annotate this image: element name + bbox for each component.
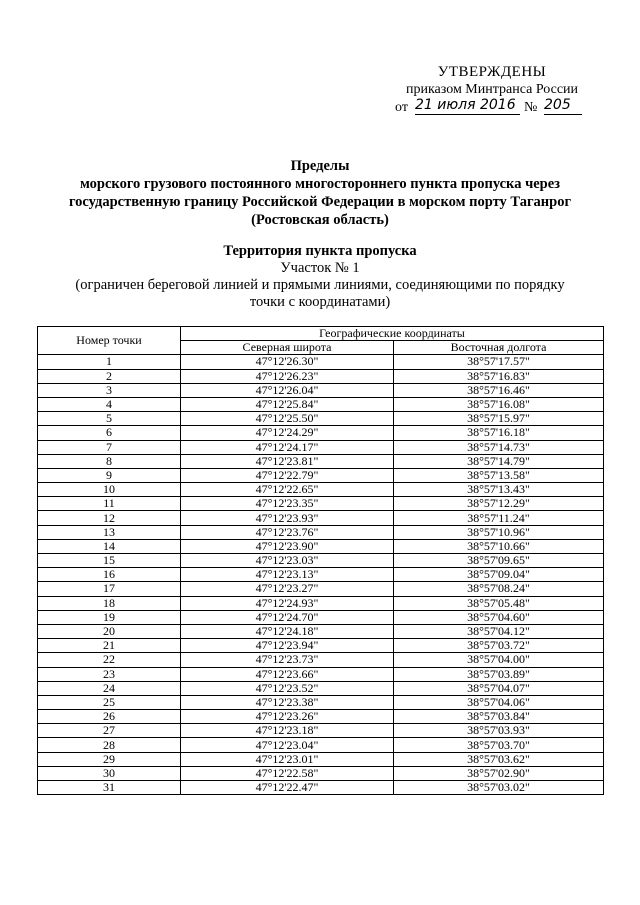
longitude-cell: 38°57'04.12" xyxy=(394,624,604,638)
approval-title: УТВЕРЖДЕНЫ xyxy=(437,64,547,80)
table-row xyxy=(38,752,604,766)
longitude-cell: 38°57'14.73" xyxy=(394,440,604,454)
longitude-cell: 38°57'12.29" xyxy=(394,497,604,511)
point-number-cell: 29 xyxy=(38,752,181,766)
table-row xyxy=(38,624,604,638)
table-row xyxy=(38,483,604,497)
point-number-cell: 12 xyxy=(38,511,181,525)
longitude-cell: 38°57'04.00" xyxy=(394,653,604,667)
header-longitude: Восточная долгота xyxy=(394,341,604,355)
longitude-cell: 38°57'04.60" xyxy=(394,610,604,624)
longitude-cell: 38°57'09.65" xyxy=(394,554,604,568)
document-title xyxy=(40,157,600,229)
latitude-cell: 47°12'23.18" xyxy=(181,724,394,738)
latitude-cell: 47°12'22.58" xyxy=(181,766,394,780)
longitude-cell: 38°57'03.62" xyxy=(394,752,604,766)
section-heading: Территория пункта пропуска xyxy=(223,243,417,259)
longitude-cell: 38°57'16.83" xyxy=(394,369,604,383)
table-row xyxy=(38,766,604,780)
table-row xyxy=(38,511,604,525)
point-number-cell: 5 xyxy=(38,412,181,426)
table-row xyxy=(38,653,604,667)
point-number-cell: 27 xyxy=(38,724,181,738)
table-row xyxy=(38,539,604,553)
table-row xyxy=(38,468,604,482)
latitude-cell: 47°12'25.50" xyxy=(181,412,394,426)
table-row xyxy=(38,568,604,582)
table-row xyxy=(38,639,604,653)
longitude-cell: 38°57'03.72" xyxy=(394,639,604,653)
header-latitude: Северная широта xyxy=(181,341,394,355)
table-row xyxy=(38,738,604,752)
table-row xyxy=(38,355,604,369)
table-row xyxy=(38,383,604,397)
latitude-cell: 47°12'23.93" xyxy=(181,511,394,525)
table-row xyxy=(38,681,604,695)
table-row xyxy=(38,596,604,610)
point-number-cell: 21 xyxy=(38,639,181,653)
point-number-cell: 11 xyxy=(38,497,181,511)
title-line-2: морского грузового постоянного многостороннего пункта пропуска через xyxy=(79,176,561,192)
longitude-cell: 38°57'13.58" xyxy=(394,468,604,482)
latitude-cell: 47°12'23.76" xyxy=(181,525,394,539)
point-number-cell: 14 xyxy=(38,539,181,553)
longitude-cell: 38°57'15.97" xyxy=(394,412,604,426)
header-point-number: Номер точки xyxy=(38,327,181,355)
longitude-cell: 38°57'17.57" xyxy=(394,355,604,369)
section-header xyxy=(40,243,600,311)
longitude-cell: 38°57'10.66" xyxy=(394,539,604,553)
latitude-cell: 47°12'23.03" xyxy=(181,554,394,568)
handwritten-order-number: 205 xyxy=(544,97,582,115)
approval-stamp xyxy=(392,64,592,118)
point-number-cell: 24 xyxy=(38,681,181,695)
point-number-cell: 15 xyxy=(38,554,181,568)
latitude-cell: 47°12'23.73" xyxy=(181,653,394,667)
point-number-cell: 20 xyxy=(38,624,181,638)
point-number-cell: 23 xyxy=(38,667,181,681)
latitude-cell: 47°12'25.84" xyxy=(181,397,394,411)
point-number-cell: 19 xyxy=(38,610,181,624)
point-number-cell: 4 xyxy=(38,397,181,411)
point-number-cell: 6 xyxy=(38,426,181,440)
table-row xyxy=(38,369,604,383)
table-row xyxy=(38,781,604,795)
longitude-cell: 38°57'02.90" xyxy=(394,766,604,780)
latitude-cell: 47°12'23.81" xyxy=(181,454,394,468)
longitude-cell: 38°57'14.79" xyxy=(394,454,604,468)
longitude-cell: 38°57'10.96" xyxy=(394,525,604,539)
point-number-cell: 22 xyxy=(38,653,181,667)
title-line-4: (Ростовская область) xyxy=(251,212,389,228)
longitude-cell: 38°57'04.07" xyxy=(394,681,604,695)
table-row xyxy=(38,610,604,624)
point-number-cell: 9 xyxy=(38,468,181,482)
table-row xyxy=(38,710,604,724)
latitude-cell: 47°12'24.70" xyxy=(181,610,394,624)
title-line-1: Пределы xyxy=(290,158,350,174)
coordinates-table xyxy=(37,326,604,795)
latitude-cell: 47°12'23.13" xyxy=(181,568,394,582)
latitude-cell: 47°12'24.18" xyxy=(181,624,394,638)
table-row xyxy=(38,525,604,539)
longitude-cell: 38°57'05.48" xyxy=(394,596,604,610)
point-number-cell: 30 xyxy=(38,766,181,780)
latitude-cell: 47°12'24.93" xyxy=(181,596,394,610)
table-row xyxy=(38,667,604,681)
latitude-cell: 47°12'26.23" xyxy=(181,369,394,383)
point-number-cell: 3 xyxy=(38,383,181,397)
latitude-cell: 47°12'23.01" xyxy=(181,752,394,766)
longitude-cell: 38°57'16.18" xyxy=(394,426,604,440)
number-label: № xyxy=(524,100,538,115)
longitude-cell: 38°57'13.43" xyxy=(394,483,604,497)
latitude-cell: 47°12'23.90" xyxy=(181,539,394,553)
point-number-cell: 31 xyxy=(38,781,181,795)
handwritten-date: 21 июля 2016 xyxy=(415,97,520,115)
latitude-cell: 47°12'23.52" xyxy=(181,681,394,695)
section-note-1: (ограничен береговой линией и прямыми линиями, соединяющими по порядку xyxy=(75,277,565,293)
longitude-cell: 38°57'08.24" xyxy=(394,582,604,596)
table-row xyxy=(38,397,604,411)
point-number-cell: 7 xyxy=(38,440,181,454)
point-number-cell: 17 xyxy=(38,582,181,596)
section-part: Участок № 1 xyxy=(280,260,360,276)
latitude-cell: 47°12'23.35" xyxy=(181,497,394,511)
point-number-cell: 1 xyxy=(38,355,181,369)
approval-order-line: приказом Минтранса России xyxy=(405,82,579,97)
longitude-cell: 38°57'11.24" xyxy=(394,511,604,525)
point-number-cell: 8 xyxy=(38,454,181,468)
point-number-cell: 25 xyxy=(38,695,181,709)
point-number-cell: 2 xyxy=(38,369,181,383)
section-note-2: точки с координатами) xyxy=(249,294,391,310)
table-body xyxy=(38,355,604,795)
longitude-cell: 38°57'16.46" xyxy=(394,383,604,397)
latitude-cell: 47°12'24.29" xyxy=(181,426,394,440)
title-line-3: государственную границу Российской Федерации в морском порту Таганрог xyxy=(68,194,572,210)
latitude-cell: 47°12'24.17" xyxy=(181,440,394,454)
longitude-cell: 38°57'04.06" xyxy=(394,695,604,709)
table-row xyxy=(38,695,604,709)
longitude-cell: 38°57'03.93" xyxy=(394,724,604,738)
table-row xyxy=(38,426,604,440)
latitude-cell: 47°12'23.66" xyxy=(181,667,394,681)
longitude-cell: 38°57'09.04" xyxy=(394,568,604,582)
latitude-cell: 47°12'22.47" xyxy=(181,781,394,795)
latitude-cell: 47°12'26.04" xyxy=(181,383,394,397)
table-row xyxy=(38,554,604,568)
table-row xyxy=(38,412,604,426)
point-number-cell: 16 xyxy=(38,568,181,582)
latitude-cell: 47°12'23.38" xyxy=(181,695,394,709)
table-row xyxy=(38,724,604,738)
point-number-cell: 18 xyxy=(38,596,181,610)
latitude-cell: 47°12'23.94" xyxy=(181,639,394,653)
table-row xyxy=(38,454,604,468)
table-row xyxy=(38,497,604,511)
table-row xyxy=(38,440,604,454)
table-row xyxy=(38,582,604,596)
longitude-cell: 38°57'03.89" xyxy=(394,667,604,681)
latitude-cell: 47°12'22.65" xyxy=(181,483,394,497)
point-number-cell: 10 xyxy=(38,483,181,497)
latitude-cell: 47°12'23.04" xyxy=(181,738,394,752)
point-number-cell: 13 xyxy=(38,525,181,539)
latitude-cell: 47°12'22.79" xyxy=(181,468,394,482)
point-number-cell: 26 xyxy=(38,710,181,724)
latitude-cell: 47°12'23.26" xyxy=(181,710,394,724)
point-number-cell: 28 xyxy=(38,738,181,752)
header-geo-coords: Географические координаты xyxy=(181,327,604,341)
approval-date-line xyxy=(392,98,592,118)
longitude-cell: 38°57'03.02" xyxy=(394,781,604,795)
latitude-cell: 47°12'26.30" xyxy=(181,355,394,369)
longitude-cell: 38°57'03.84" xyxy=(394,710,604,724)
longitude-cell: 38°57'16.08" xyxy=(394,397,604,411)
longitude-cell: 38°57'03.70" xyxy=(394,738,604,752)
date-prefix: от xyxy=(395,100,408,115)
latitude-cell: 47°12'23.27" xyxy=(181,582,394,596)
